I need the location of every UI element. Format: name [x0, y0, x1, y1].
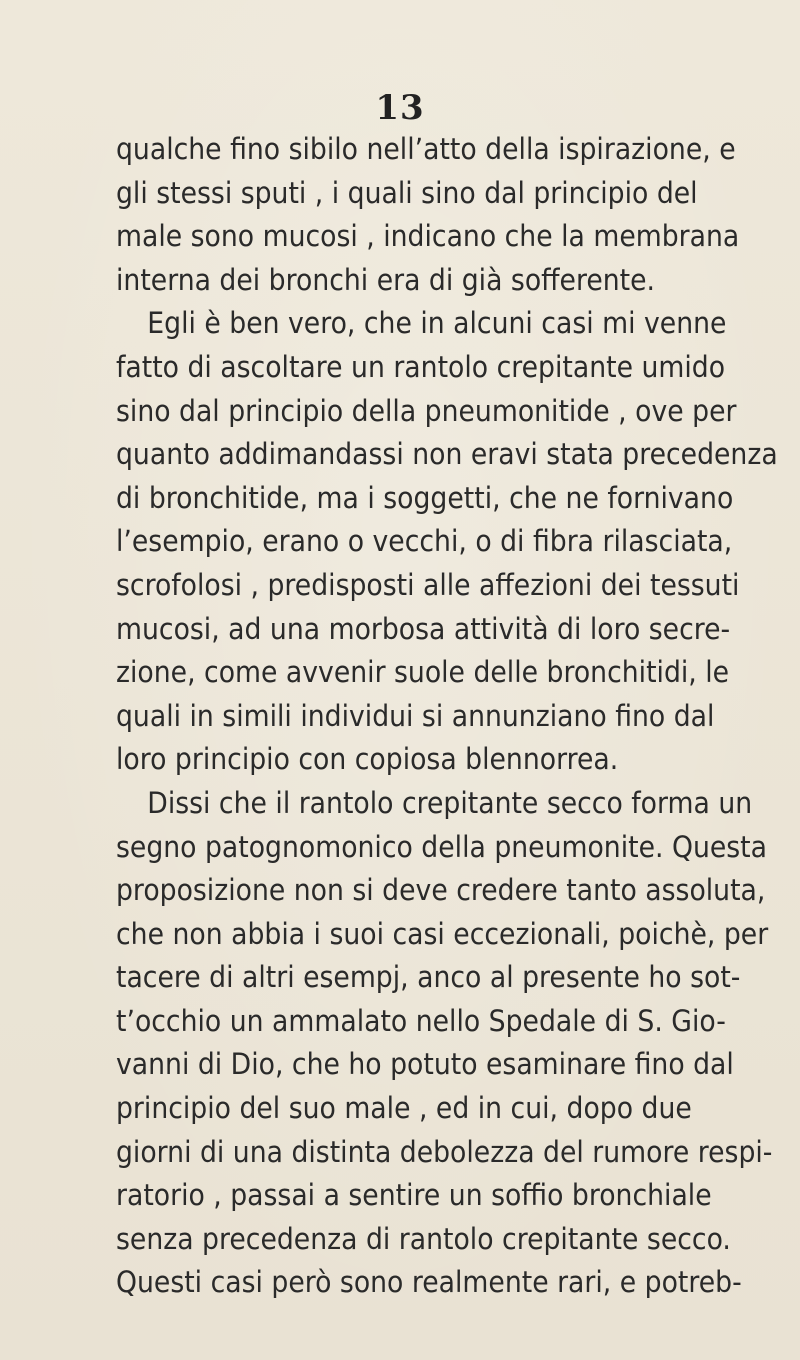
text-line: tacere di altri esempj, anco al presente ho sot-	[116, 960, 741, 995]
text-line: senza precedenza di rantolo crepitante secco.	[116, 1221, 731, 1256]
text-line: quali in simili individui si annunziano fino dal	[116, 698, 715, 733]
text-line: ratorio , passai a sentire un soffio bronchiale	[116, 1178, 712, 1213]
text-line: interna dei bronchi era di già sofferente.	[116, 262, 656, 297]
text-line: vanni di Dio, che ho potuto esaminare fino dal	[116, 1047, 734, 1082]
text-line: zione, come avvenir suole delle bronchitidi, le	[116, 655, 730, 690]
text-line: principio del suo male , ed in cui, dopo due	[116, 1091, 692, 1126]
text-line: Egli è ben vero, che in alcuni casi mi venne	[147, 306, 727, 341]
text-line: male sono mucosi , indicano che la membrana	[116, 219, 740, 254]
text-line: l’esempio, erano o vecchi, o di fibra rilasciata,	[116, 524, 733, 559]
text-line: segno patognomonico della pneumonite. Questa	[116, 829, 768, 864]
text-line: proposizione non si deve credere tanto assoluta,	[116, 873, 766, 908]
text-line: loro principio con copiosa blennorrea.	[116, 742, 619, 777]
text-line: qualche fino sibilo nell’atto della ispirazione, e	[116, 132, 736, 166]
text-line: sino dal principio della pneumonitide , ove per	[116, 393, 737, 428]
text-line: Questi casi però sono realmente rari, e potreb-	[116, 1265, 742, 1300]
text-line: di bronchitide, ma i soggetti, che ne fornivano	[116, 480, 734, 515]
text-line: giorni di una distinta debolezza del rumore respi-	[116, 1134, 773, 1169]
page-number: 13	[375, 88, 425, 128]
text-line: scrofolosi , predisposti alle affezioni dei tessuti	[116, 567, 740, 602]
text-line: gli stessi sputi , i quali sino dal principio del	[116, 175, 698, 210]
text-line: t’occhio un ammalato nello Spedale di S. Gio-	[116, 1003, 726, 1038]
text-line: Dissi che il rantolo crepitante secco forma un	[147, 785, 753, 820]
text-line: mucosi, ad una morbosa attività di loro secre-	[116, 611, 731, 646]
text-line: che non abbia i suoi casi eccezionali, poichè, per	[116, 916, 769, 951]
body-text	[116, 128, 778, 1305]
text-line: quanto addimandassi non eravi stata precedenza	[116, 437, 778, 472]
text-line: fatto di ascoltare un rantolo crepitante umido	[116, 349, 726, 384]
